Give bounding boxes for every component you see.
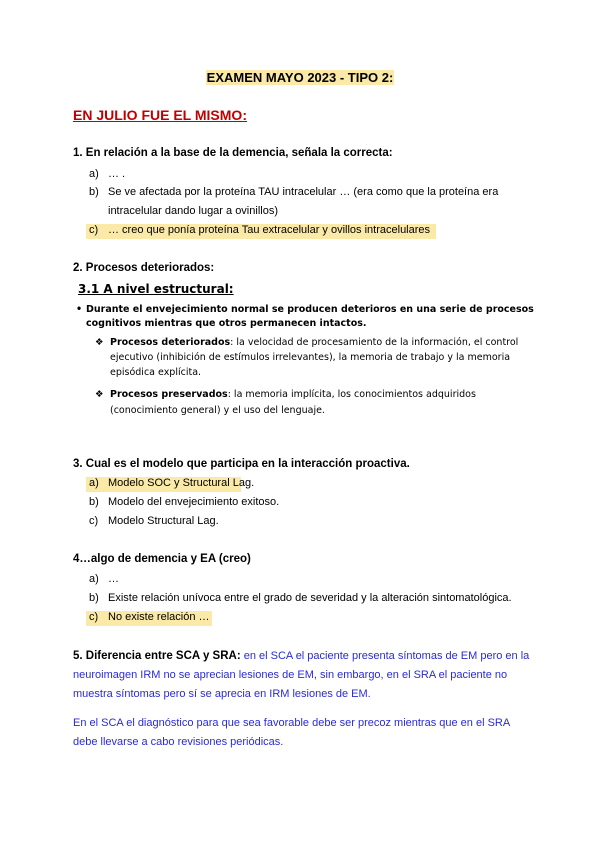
page-title: EXAMEN MAYO 2023 - TIPO 2: [206, 70, 394, 85]
bullet-dot: • [76, 304, 83, 315]
question-2: 2. Procesos deteriorados: [73, 262, 215, 274]
question-5-line-1: 5. Diferencia entre SCA y SRA: en el SCA el paciente presenta síntomas de EM pero en la [73, 650, 530, 662]
sub1-line-1: Procesos deteriorados: la velocidad de procesamiento de la información, el control [110, 337, 519, 348]
bullet-line-1: Durante el envejecimiento normal se producen deterioros en una serie de procesos [86, 304, 534, 315]
question-4: 4…algo de demencia y EA (creo) [73, 553, 251, 565]
sub1-line-2: ejecutivo (inhibición de estímulos irrelevantes), la memoria de trabajo y la memoria [110, 352, 511, 363]
q5-paragraph-line-2: debe llevarse a cabo revisiones periódicas. [73, 736, 284, 748]
q5-paragraph-line-1: En el SCA el diagnóstico para que sea favorable debe ser precoz mientras que en el SRA [73, 717, 511, 729]
q5-answer-line-3: muestra síntomas pero sí se aprecia en IRM lesiones de EM. [73, 688, 371, 700]
subtitle: EN JULIO FUE EL MISMO: [73, 107, 247, 123]
diamond-icon: ❖ [95, 389, 104, 400]
diamond-icon: ❖ [95, 337, 104, 348]
section-heading: 3.1 A nivel estructural: [78, 282, 234, 296]
sub1-line-3: episódica explícita. [110, 367, 202, 378]
sub2-line-2: (conocimiento general) y el uso del lenguaje. [110, 405, 325, 416]
bullet-line-2: cognitivos mientras que otros permanecen intactos. [86, 318, 367, 329]
q5-answer-line-2: neuroimagen IRM no se aprecian lesiones de EM, sin embargo, en el SRA el paciente no [73, 669, 508, 681]
question-3: 3. Cual es el modelo que participa en la interacción proactiva. [73, 458, 410, 470]
sub2-line-1: Procesos preservados: la memoria implícita, los conocimientos adquiridos [110, 389, 476, 400]
question-1: 1. En relación a la base de la demencia, señala la correcta: [73, 147, 393, 159]
